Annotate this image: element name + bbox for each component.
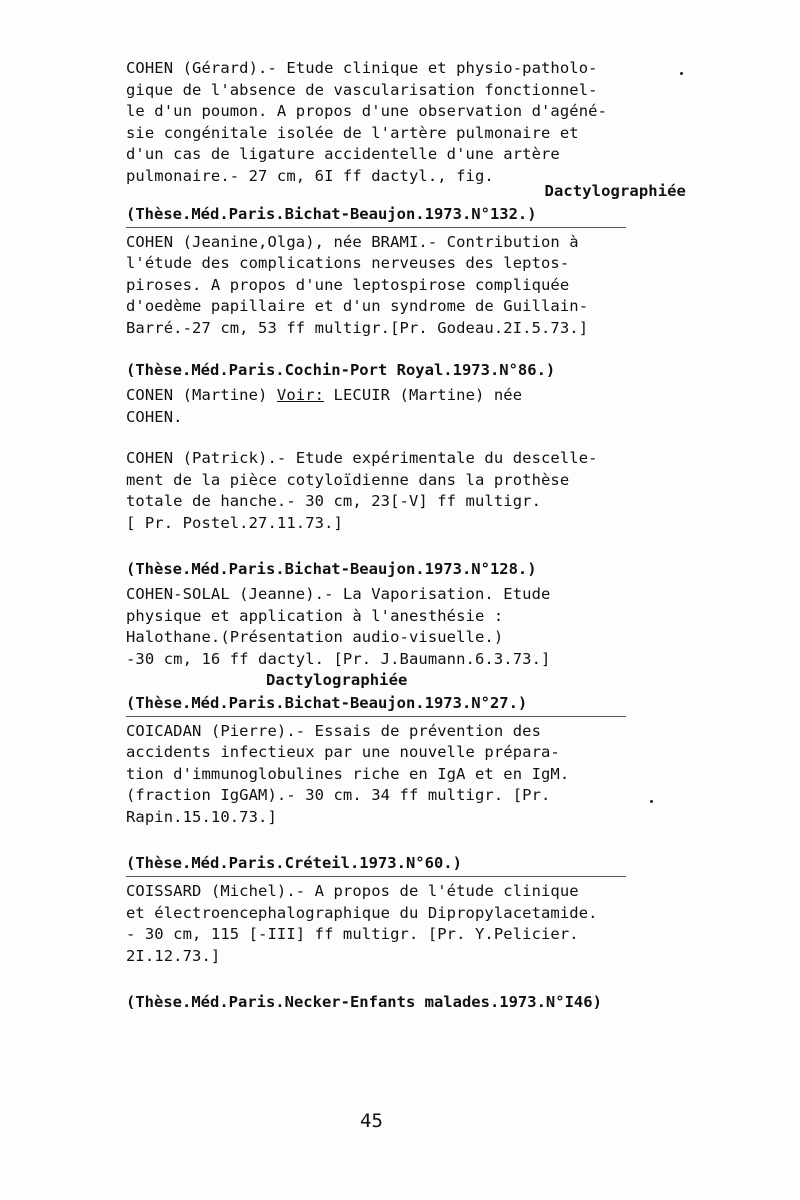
entry-line: (fraction IgGAM).- 30 cm. 34 ff multigr. [Pr.: [126, 786, 551, 804]
bibliography-entries: [126, 58, 686, 1013]
thesis-citation: (Thèse.Méd.Paris.Bichat-Beaujon.1973.N°128.): [126, 560, 537, 578]
divider: [126, 227, 626, 228]
thesis-citation: (Thèse.Méd.Paris.Cochin-Port Royal.1973.N°86.): [126, 361, 556, 379]
entry-line: et électroencephalographique du Dipropylacetamide.: [126, 903, 598, 922]
bibliography-entry: [126, 721, 656, 829]
thesis-citation: (Thèse.Méd.Paris.Créteil.1973.N°60.): [126, 854, 462, 872]
entry-line: totale de hanche.- 30 cm, 23[-V] ff multigr.: [126, 492, 541, 510]
cross-reference-entry: [126, 385, 656, 428]
bibliography-entry: [126, 448, 656, 534]
entry-line: accidents infectieux par une nouvelle prépara-: [126, 743, 560, 761]
entry-name: CONEN (Martine): [126, 386, 277, 404]
entry-line: COICADAN (Pierre).- Essais de prévention des: [126, 721, 541, 740]
entry-line: Halothane.(Présentation audio-visuelle.): [126, 628, 504, 646]
entry-line: l'étude des complications nerveuses des leptos-: [126, 254, 570, 272]
entry-line: Barré.-27 cm, 53 ff multigr.[Pr. Godeau.2I.5.73.]: [126, 318, 589, 337]
entry-line: - 30 cm, 115 [-III] ff multigr. [Pr. Y.Pelicier.: [126, 925, 579, 943]
bibliography-entry: [126, 584, 656, 692]
entry-line: physique et application à l'anesthésie :: [126, 606, 504, 625]
entry-line: COHEN-SOLAL (Jeanne).- La Vaporisation. Etude: [126, 585, 551, 603]
entry-line: [ Pr. Postel.27.11.73.]: [126, 513, 343, 532]
divider: [126, 876, 626, 877]
entry-line: -30 cm, 16 ff dactyl. [Pr. J.Baumann.6.3.73.]: [126, 649, 551, 668]
bibliography-entry: [126, 58, 686, 203]
page-number: 45: [360, 1110, 383, 1132]
entry-line: [126, 385, 656, 407]
scan-speck: [680, 72, 683, 75]
thesis-citation: (Thèse.Méd.Paris.Bichat-Beaujon.1973.N°132.): [126, 204, 537, 223]
entry-line: le d'un poumon. A propos d'une observation d'agéné-: [126, 102, 608, 120]
entry-line: COHEN (Gérard).- Etude clinique et physio-patholo-: [126, 59, 598, 77]
entry-line: pulmonaire.- 27 cm, 6I ff dactyl., fig.: [126, 166, 494, 185]
entry-line: COHEN.: [126, 407, 183, 426]
entry-line: ment de la pièce cotyloïdienne dans la prothèse: [126, 470, 570, 489]
entry-line: 2I.12.73.]: [126, 946, 221, 965]
entry-note: Dactylographiée: [544, 182, 686, 200]
entry-line: d'oedème papillaire et d'un syndrome de Guillain-: [126, 297, 589, 315]
entry-line: Rapin.15.10.73.]: [126, 807, 277, 826]
see-target: LECUIR (Martine) née: [324, 386, 523, 404]
entry-line: gique de l'absence de vascularisation fonctionnel-: [126, 80, 598, 99]
scan-speck: [650, 800, 653, 803]
entry-line: sie congénitale isolée de l'artère pulmonaire et: [126, 123, 579, 142]
bibliography-entry: [126, 881, 656, 967]
entry-note: Dactylographiée: [266, 671, 408, 689]
entry-line: tion d'immunoglobulines riche en IgA et en IgM.: [126, 764, 570, 783]
thesis-citation: (Thèse.Méd.Paris.Bichat-Beaujon.1973.N°27.): [126, 693, 528, 712]
see-label: Voir:: [276, 386, 325, 404]
thesis-citation: (Thèse.Méd.Paris.Necker-Enfants malades.1973.N°I46): [126, 993, 602, 1011]
bibliography-entry: [126, 232, 656, 340]
entry-line: piroses. A propos d'une leptospirose compliquée: [126, 275, 570, 294]
entry-line: d'un cas de ligature accidentelle d'une artère: [126, 145, 560, 163]
divider: [126, 716, 626, 717]
entry-line: COHEN (Patrick).- Etude expérimentale du descelle-: [126, 449, 598, 467]
entry-line: COHEN (Jeanine,Olga), née BRAMI.- Contribution à: [126, 232, 579, 251]
entry-line: COISSARD (Michel).- A propos de l'étude clinique: [126, 882, 579, 900]
